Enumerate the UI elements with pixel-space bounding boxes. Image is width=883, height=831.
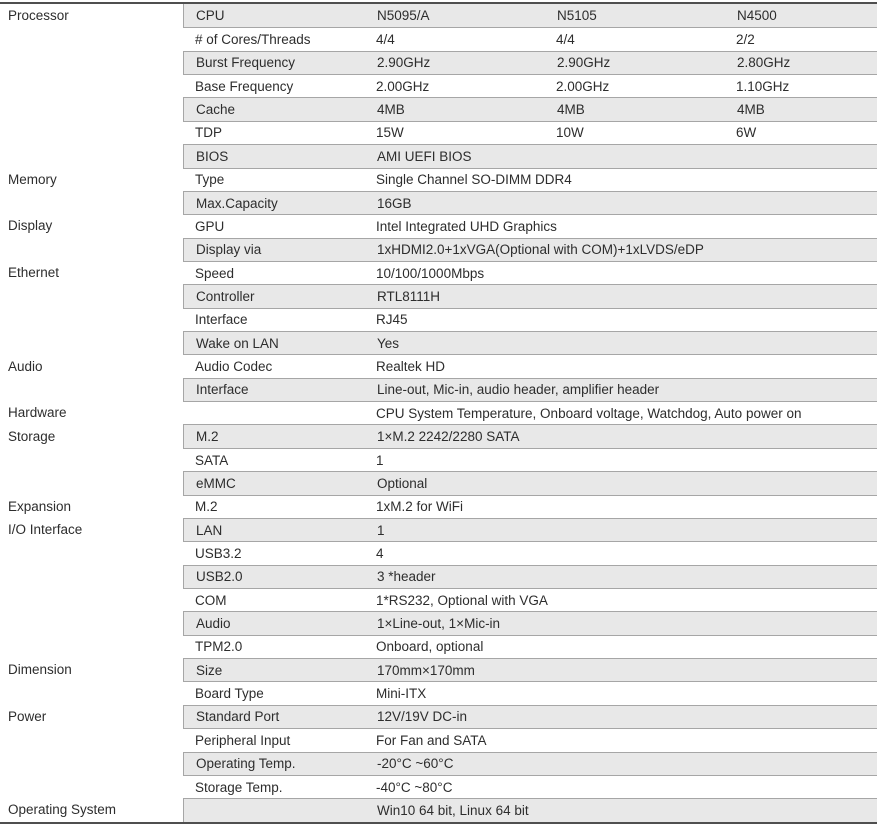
row-body xyxy=(183,518,877,541)
category-label: Display xyxy=(0,214,183,237)
spec-value: Yes xyxy=(377,335,400,351)
table-row xyxy=(0,728,877,751)
row-body xyxy=(183,121,877,144)
value-cells xyxy=(374,799,877,821)
attribute-label: Cache xyxy=(196,102,236,118)
table-row xyxy=(0,27,877,50)
category-label: Processor xyxy=(0,4,183,27)
attribute-label: Storage Temp. xyxy=(195,779,283,795)
value-cells xyxy=(374,706,877,728)
category-label xyxy=(0,471,183,494)
category-label xyxy=(0,308,183,331)
table-row xyxy=(0,775,877,798)
row-body xyxy=(183,565,877,588)
value-cells xyxy=(373,402,877,424)
table-row xyxy=(0,97,877,120)
spec-table xyxy=(0,2,877,824)
spec-value: 10/100/1000Mbps xyxy=(376,265,485,281)
spec-value: 2.90GHz xyxy=(377,55,431,71)
spec-value: 10W xyxy=(556,125,584,141)
row-body xyxy=(183,635,877,658)
row-body xyxy=(183,752,877,775)
value-cells xyxy=(374,753,877,775)
attribute-label: Controller xyxy=(196,288,255,304)
row-body xyxy=(183,354,877,377)
value-cells xyxy=(374,566,877,588)
table-row xyxy=(0,705,877,728)
attribute-label: Size xyxy=(196,662,223,678)
row-body xyxy=(183,168,877,191)
value-cells xyxy=(373,169,877,191)
spec-value: AMI UEFI BIOS xyxy=(377,148,472,164)
category-label: Ethernet xyxy=(0,261,183,284)
row-body xyxy=(183,238,877,261)
value-cells xyxy=(374,4,877,27)
spec-value: 4 xyxy=(376,545,384,561)
table-row xyxy=(0,495,877,518)
row-body xyxy=(183,401,877,424)
table-row xyxy=(0,378,877,401)
row-body xyxy=(183,308,877,331)
row-body xyxy=(183,331,877,354)
table-row xyxy=(0,588,877,611)
spec-value: Line-out, Mic-in, audio header, amplifier header xyxy=(377,382,660,398)
attribute-label: Interface xyxy=(196,382,249,398)
spec-value: For Fan and SATA xyxy=(376,732,487,748)
row-body xyxy=(183,191,877,214)
table-row xyxy=(0,144,877,167)
value-cells xyxy=(373,542,877,564)
row-body xyxy=(183,541,877,564)
attribute-label: GPU xyxy=(195,218,225,234)
table-row xyxy=(0,518,877,541)
value-cells xyxy=(374,239,877,261)
spec-value: 2.00GHz xyxy=(376,78,430,94)
value-cells xyxy=(373,449,877,471)
attribute-label: USB2.0 xyxy=(196,569,243,585)
spec-value: N4500 xyxy=(737,8,777,24)
table-row xyxy=(0,565,877,588)
spec-value: 1.10GHz xyxy=(736,78,790,94)
attribute-label: Peripheral Input xyxy=(195,732,291,748)
attribute-label: COM xyxy=(195,592,227,608)
category-label: Hardware xyxy=(0,401,183,424)
spec-value: N5095/A xyxy=(377,8,430,24)
table-row xyxy=(0,74,877,97)
category-label xyxy=(0,331,183,354)
category-label: Expansion xyxy=(0,495,183,518)
spec-value: Intel Integrated UHD Graphics xyxy=(376,218,557,234)
attribute-label: Board Type xyxy=(195,686,264,702)
spec-value: -40°C ~80°C xyxy=(376,779,453,795)
spec-value: 2.00GHz xyxy=(556,78,610,94)
spec-value: 1 xyxy=(376,452,384,468)
attribute-label: # of Cores/Threads xyxy=(195,32,311,48)
attribute-label: Interface xyxy=(195,312,248,328)
table-row xyxy=(0,308,877,331)
row-body xyxy=(183,27,877,50)
row-body xyxy=(183,728,877,751)
spec-value: 1xHDMI2.0+1xVGA(Optional with COM)+1xLVDS/eDP xyxy=(377,242,704,258)
table-row xyxy=(0,4,877,27)
value-cells xyxy=(374,519,877,541)
value-cells xyxy=(374,659,877,681)
spec-value: Mini-ITX xyxy=(376,686,427,702)
value-cells xyxy=(374,192,877,214)
spec-value: 4MB xyxy=(377,102,405,118)
spec-value: 1×M.2 2242/2280 SATA xyxy=(377,429,520,445)
row-body xyxy=(183,775,877,798)
category-label: Operating System xyxy=(0,798,183,821)
category-label xyxy=(0,121,183,144)
table-row xyxy=(0,752,877,775)
category-label xyxy=(0,448,183,471)
spec-value: 1xM.2 for WiFi xyxy=(376,499,464,515)
attribute-label xyxy=(184,799,374,821)
attribute-label: BIOS xyxy=(196,148,229,164)
row-body xyxy=(183,74,877,97)
table-row xyxy=(0,401,877,424)
row-body xyxy=(183,495,877,518)
spec-value: 1 xyxy=(377,522,385,538)
category-label xyxy=(0,541,183,564)
table-row xyxy=(0,635,877,658)
category-label xyxy=(0,588,183,611)
category-label xyxy=(0,27,183,50)
category-label xyxy=(0,191,183,214)
category-label: Audio xyxy=(0,354,183,377)
category-label xyxy=(0,74,183,97)
category-label: I/O Interface xyxy=(0,518,183,541)
table-row xyxy=(0,51,877,74)
table-row xyxy=(0,424,877,447)
value-cells xyxy=(373,355,877,377)
value-cells xyxy=(374,52,877,74)
table-row xyxy=(0,331,877,354)
attribute-label: SATA xyxy=(195,452,229,468)
spec-value: 2.80GHz xyxy=(737,55,791,71)
attribute-label: Max.Capacity xyxy=(196,195,278,211)
value-cells xyxy=(373,682,877,704)
attribute-label: Audio Codec xyxy=(195,359,273,375)
value-cells xyxy=(373,309,877,331)
category-label xyxy=(0,378,183,401)
row-body xyxy=(183,378,877,401)
row-body xyxy=(183,97,877,120)
spec-value: RJ45 xyxy=(376,312,408,328)
value-cells xyxy=(373,496,877,518)
spec-value: 4MB xyxy=(737,102,765,118)
table-row xyxy=(0,168,877,191)
spec-value: -20°C ~60°C xyxy=(377,756,454,772)
spec-value: 6W xyxy=(736,125,757,141)
spec-value: 170mm×170mm xyxy=(377,662,475,678)
spec-value: 4MB xyxy=(557,102,585,118)
table-row xyxy=(0,214,877,237)
row-body xyxy=(183,588,877,611)
value-cells xyxy=(373,636,877,658)
table-row xyxy=(0,191,877,214)
spec-value: 1×Line-out, 1×Mic-in xyxy=(377,616,501,632)
category-label xyxy=(0,144,183,167)
row-body xyxy=(183,681,877,704)
category-label xyxy=(0,97,183,120)
spec-value: 1*RS232, Optional with VGA xyxy=(376,592,548,608)
row-body xyxy=(183,51,877,74)
value-cells xyxy=(373,589,877,611)
category-label: Storage xyxy=(0,424,183,447)
attribute-label: Audio xyxy=(196,616,231,632)
value-cells xyxy=(374,98,877,120)
spec-value: 15W xyxy=(376,125,404,141)
category-label: Memory xyxy=(0,168,183,191)
category-label xyxy=(0,635,183,658)
table-row xyxy=(0,681,877,704)
category-label xyxy=(0,51,183,74)
table-row xyxy=(0,354,877,377)
table-row xyxy=(0,261,877,284)
attribute-label: TDP xyxy=(195,125,222,141)
spec-value: 2/2 xyxy=(736,32,755,48)
value-cells xyxy=(374,425,877,447)
category-label xyxy=(0,565,183,588)
attribute-label: CPU xyxy=(196,8,225,24)
row-body xyxy=(183,261,877,284)
row-body xyxy=(183,424,877,447)
value-cells xyxy=(374,612,877,634)
spec-value: Realtek HD xyxy=(376,359,446,375)
spec-value: 4/4 xyxy=(376,32,395,48)
spec-value: RTL8111H xyxy=(377,288,441,304)
attribute-label: TPM2.0 xyxy=(195,639,243,655)
category-label xyxy=(0,681,183,704)
value-cells xyxy=(373,28,877,50)
value-cells xyxy=(374,285,877,307)
spec-value: Optional xyxy=(377,475,428,491)
spec-value: N5105 xyxy=(557,8,597,24)
value-cells xyxy=(373,729,877,751)
value-cells xyxy=(373,75,877,97)
attribute-label: Type xyxy=(195,172,225,188)
table-row xyxy=(0,284,877,307)
table-row xyxy=(0,238,877,261)
attribute-label: Operating Temp. xyxy=(196,756,296,772)
attribute-label: eMMC xyxy=(196,475,236,491)
table-row xyxy=(0,798,877,821)
value-cells xyxy=(374,379,877,401)
spec-value: 16GB xyxy=(377,195,412,211)
row-body xyxy=(183,448,877,471)
attribute-label: LAN xyxy=(196,522,223,538)
category-label: Dimension xyxy=(0,658,183,681)
spec-value: 4/4 xyxy=(556,32,575,48)
row-body xyxy=(183,611,877,634)
spec-value: 3 *header xyxy=(377,569,436,585)
category-label xyxy=(0,728,183,751)
table-row xyxy=(0,121,877,144)
attribute-label: USB3.2 xyxy=(195,545,242,561)
category-label: Power xyxy=(0,705,183,728)
spec-value: 2.90GHz xyxy=(557,55,611,71)
attribute-label: M.2 xyxy=(195,499,218,515)
row-body xyxy=(183,4,877,27)
value-cells xyxy=(374,145,877,167)
table-row xyxy=(0,658,877,681)
category-label xyxy=(0,775,183,798)
row-body xyxy=(183,214,877,237)
value-cells xyxy=(374,472,877,494)
category-label xyxy=(0,752,183,775)
attribute-label: Burst Frequency xyxy=(196,55,296,71)
value-cells xyxy=(373,215,877,237)
attribute-label xyxy=(183,402,373,424)
spec-value: Onboard, optional xyxy=(376,639,484,655)
attribute-label: Standard Port xyxy=(196,709,280,725)
row-body xyxy=(183,471,877,494)
spec-value: Win10 64 bit, Linux 64 bit xyxy=(377,802,529,818)
category-label xyxy=(0,611,183,634)
row-body xyxy=(183,705,877,728)
attribute-label: Wake on LAN xyxy=(196,335,279,351)
table-row xyxy=(0,471,877,494)
attribute-label: Display via xyxy=(196,242,262,258)
spec-value: CPU System Temperature, Onboard voltage, Watchdog, Auto power on xyxy=(376,405,802,421)
table-row xyxy=(0,611,877,634)
attribute-label: Speed xyxy=(195,265,235,281)
table-row xyxy=(0,448,877,471)
value-cells xyxy=(373,262,877,284)
value-cells xyxy=(373,776,877,798)
category-label xyxy=(0,238,183,261)
attribute-label: M.2 xyxy=(196,429,219,445)
attribute-label: Base Frequency xyxy=(195,78,294,94)
row-body xyxy=(183,144,877,167)
spec-value: Single Channel SO-DIMM DDR4 xyxy=(376,172,572,188)
spec-value: 12V/19V DC-in xyxy=(377,709,468,725)
table-row xyxy=(0,541,877,564)
category-label xyxy=(0,284,183,307)
value-cells xyxy=(374,332,877,354)
row-body xyxy=(183,284,877,307)
value-cells xyxy=(373,122,877,144)
row-body xyxy=(183,658,877,681)
row-body xyxy=(183,798,877,821)
